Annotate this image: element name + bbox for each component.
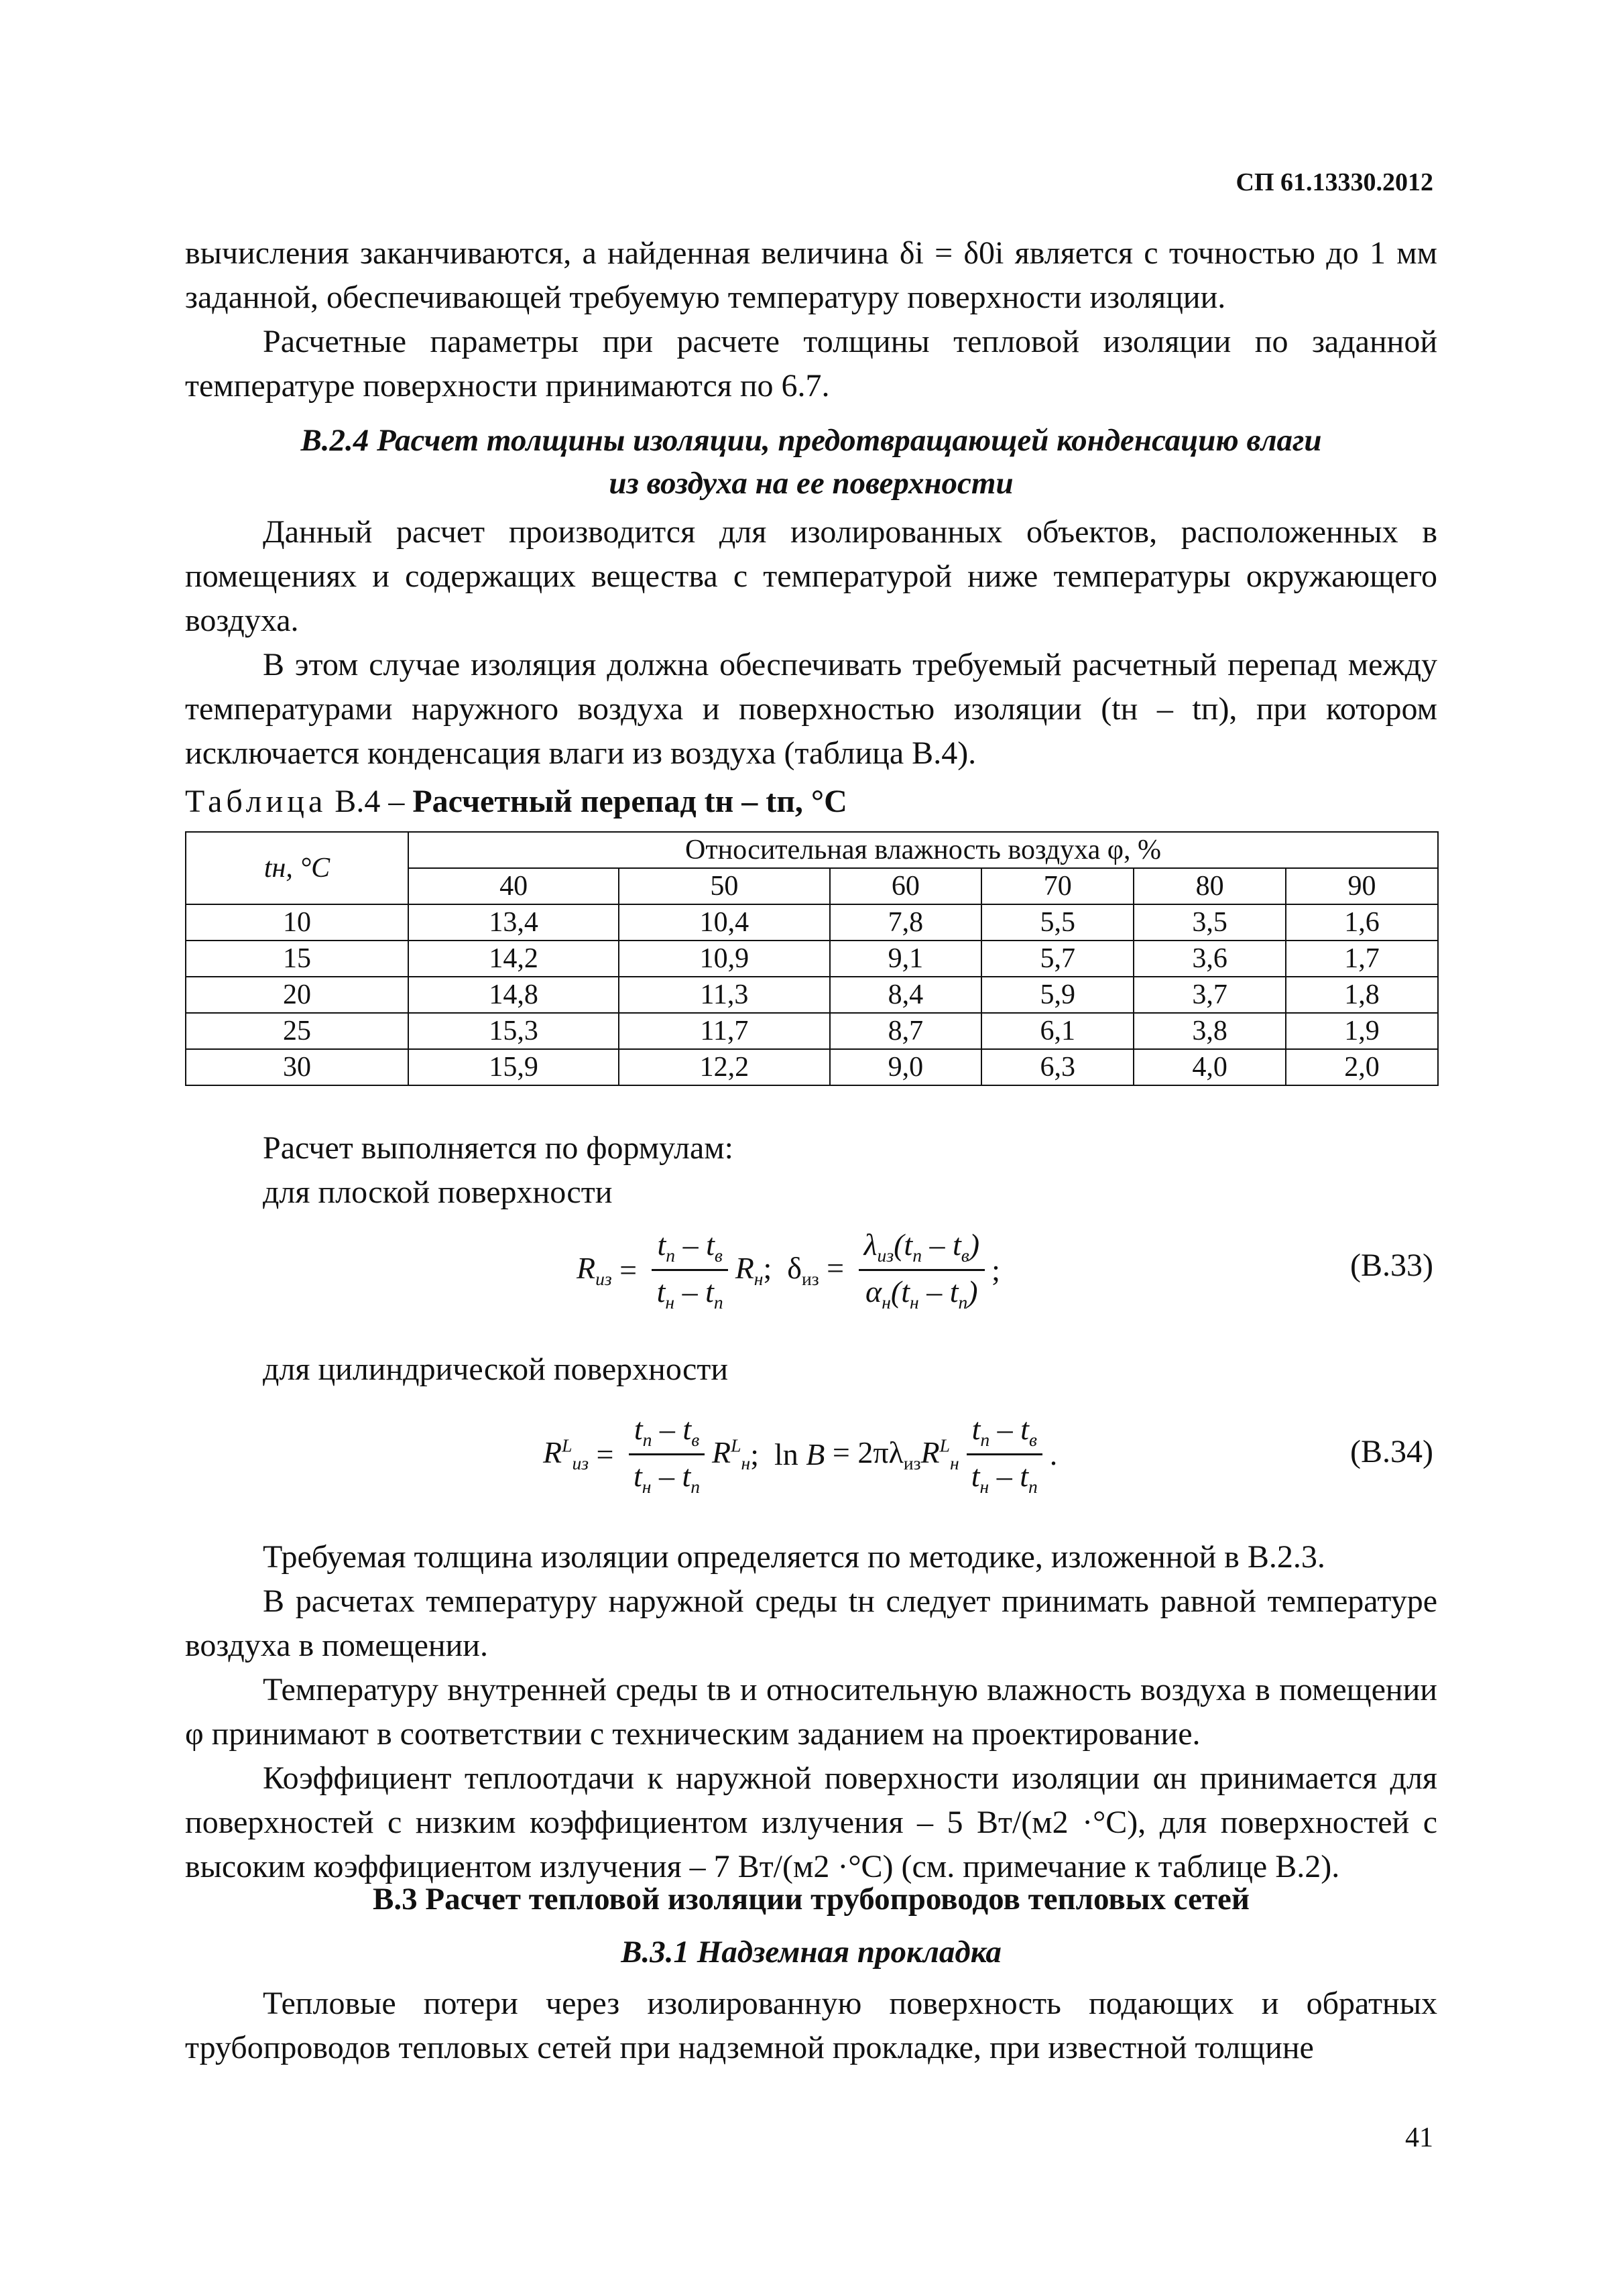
table-cell: 5,9 — [981, 977, 1134, 1013]
table-cell: 15,3 — [408, 1013, 619, 1049]
intro-paragraph-1: вычисления заканчиваются, а найденная величина δi = δ0i является с точностью до 1 мм заданной, обеспечивающей требуемую температуру поверхности изоляции. — [185, 235, 1437, 315]
intro-paragraph-2: Расчетные параметры при расчете толщины тепловой изоляции по заданной температуре поверхности принимаются по 6.7. — [185, 324, 1437, 404]
table-row — [186, 1049, 1438, 1085]
table-cell: 5,5 — [981, 904, 1134, 941]
cylindrical-label-block — [263, 1347, 1402, 1392]
table-cell: 1,8 — [1286, 977, 1438, 1013]
table-cell: 14,2 — [408, 941, 619, 977]
formulas-intro — [263, 1126, 1402, 1215]
table-cell: 11,7 — [619, 1013, 829, 1049]
table-cell: 3,5 — [1134, 904, 1286, 941]
table-cell: 9,1 — [830, 941, 982, 977]
table-cell-t: 15 — [186, 941, 408, 977]
column-header: 50 — [619, 868, 829, 904]
flat-surface-label: для плоской поверхности — [263, 1174, 613, 1210]
after-formulas-block — [185, 1535, 1437, 1889]
table-cell: 8,4 — [830, 977, 982, 1013]
table-cell: 4,0 — [1134, 1049, 1286, 1085]
table-cell: 9,0 — [830, 1049, 982, 1085]
formula-b34: $R^L_{из}$ = $\frac{t_п - t_в}{t_н - t_п}$ $R^L_н$ ; ln B = $2\pi\lambda_{из}$ $R^L_н$ $\frac{t_п - t_в}{t_н - t_п}$ . — [543, 1412, 1058, 1498]
after-formulas-paragraph-3: Температуру внутренней среды tв и относительную влажность воздуха в помещении φ принимают в соответствии с техническим заданием на проектирование. — [185, 1672, 1437, 1752]
table-cell: 3,8 — [1134, 1013, 1286, 1049]
section-b3 — [185, 1877, 1437, 2070]
table-cell: 11,3 — [619, 977, 829, 1013]
column-header: 80 — [1134, 868, 1286, 904]
table-cell: 1,6 — [1286, 904, 1438, 941]
section-b24 — [185, 419, 1437, 776]
after-formulas-paragraph-4: Коэффициент теплоотдачи к наружной поверхности изоляции αн принимается для поверхностей с низким коэффициентом излучения – 5 Вт/(м2 ·°С), для поверхностей с высоким коэффициентом излучения – 7 Вт/(м2 ·°С) (см. примечание к таблице В.2). — [185, 1760, 1437, 1884]
table-cell: 6,1 — [981, 1013, 1134, 1049]
cylindrical-surface-label: для цилиндрической поверхности — [263, 1351, 729, 1387]
table-cell: 10,9 — [619, 941, 829, 977]
table-row — [186, 904, 1438, 941]
table-cell: 6,3 — [981, 1049, 1134, 1085]
column-header: 90 — [1286, 868, 1438, 904]
equation-number-b33: (В.33) — [1350, 1248, 1433, 1283]
table-cell: 15,9 — [408, 1049, 619, 1085]
table-cell: 3,6 — [1134, 941, 1286, 977]
section-b24-title-line-2: из воздуха на ее поверхности — [609, 466, 1014, 501]
table-cell: 2,0 — [1286, 1049, 1438, 1085]
table-cell: 12,2 — [619, 1049, 829, 1085]
table-cell-t: 25 — [186, 1013, 408, 1049]
table-b4 — [185, 831, 1439, 1086]
table-cell: 8,7 — [830, 1013, 982, 1049]
table-cell: 3,7 — [1134, 977, 1286, 1013]
table-cell: 13,4 — [408, 904, 619, 941]
section-b31-paragraph-1: Тепловые потери через изолированную поверхность подающих и обратных трубопроводов тепловых сетей при надземной прокладке, при известной толщине — [185, 1986, 1437, 2065]
page-number: 41 — [1405, 2122, 1433, 2153]
intro-block — [185, 231, 1437, 408]
table-cell-t: 10 — [186, 904, 408, 941]
section-b24-paragraph-1: Данный расчет производится для изолированных объектов, расположенных в помещениях и содержащих вещества с температурой ниже температуры окружающего воздуха. — [185, 514, 1437, 638]
section-b31-title: В.3.1 Надземная прокладка — [621, 1935, 1002, 1970]
after-formulas-paragraph-1: Требуемая толщина изоляции определяется по методике, изложенной в В.2.3. — [263, 1539, 1325, 1575]
table-header-row — [186, 832, 1438, 868]
column-header: 70 — [981, 868, 1134, 904]
table-row — [186, 1013, 1438, 1049]
table-caption-prefix: Таблица — [185, 784, 327, 819]
table-row-header: tн, °С — [186, 832, 408, 904]
table-cell: 7,8 — [830, 904, 982, 941]
table-cell: 1,9 — [1286, 1013, 1438, 1049]
after-formulas-paragraph-2: В расчетах температуру наружной среды tн следует принимать равной температуре воздуха в помещении. — [185, 1583, 1437, 1663]
section-b3-title: В.3 Расчет тепловой изоляции трубопроводов тепловых сетей — [373, 1882, 1250, 1917]
column-header: 60 — [830, 868, 982, 904]
table-cell: 10,4 — [619, 904, 829, 941]
section-b24-title-line-1: В.2.4 Расчет толщины изоляции, предотвращающей конденсацию влаги — [300, 423, 1322, 458]
section-b24-paragraph-2: В этом случае изоляция должна обеспечивать требуемый расчетный перепад между температурами наружного воздуха и поверхностью изоляции (tн – tп), при котором исключается конденсация влаги из воздуха (таблица В.4). — [185, 647, 1437, 771]
equation-number-b34: (В.34) — [1350, 1434, 1433, 1469]
table-cell: 14,8 — [408, 977, 619, 1013]
formulas-intro-line: Расчет выполняется по формулам: — [263, 1130, 733, 1166]
table-caption — [185, 783, 847, 820]
column-header: 40 — [408, 868, 619, 904]
table-cell-t: 20 — [186, 977, 408, 1013]
table-row — [186, 941, 1438, 977]
table-cell: 5,7 — [981, 941, 1134, 977]
formula-b33: $R_{из}$ = $\frac{t_п - t_в}{t_н - t_п}$ $R_н$ ; $\delta_{из}$ = $\frac{\lambda_{из}(t_п - t_в)}{\alpha_н(t_н - t_п)}$ ; — [577, 1227, 1000, 1313]
table-cell-t: 30 — [186, 1049, 408, 1085]
document-code: СП 61.13330.2012 — [1236, 168, 1433, 196]
table-group-header: Относительная влажность воздуха φ, % — [408, 832, 1438, 868]
table-caption-number: В.4 – — [335, 784, 405, 819]
table-caption-title: Расчетный перепад tн – tп, °С — [412, 784, 847, 819]
table-cell: 1,7 — [1286, 941, 1438, 977]
table-row — [186, 977, 1438, 1013]
